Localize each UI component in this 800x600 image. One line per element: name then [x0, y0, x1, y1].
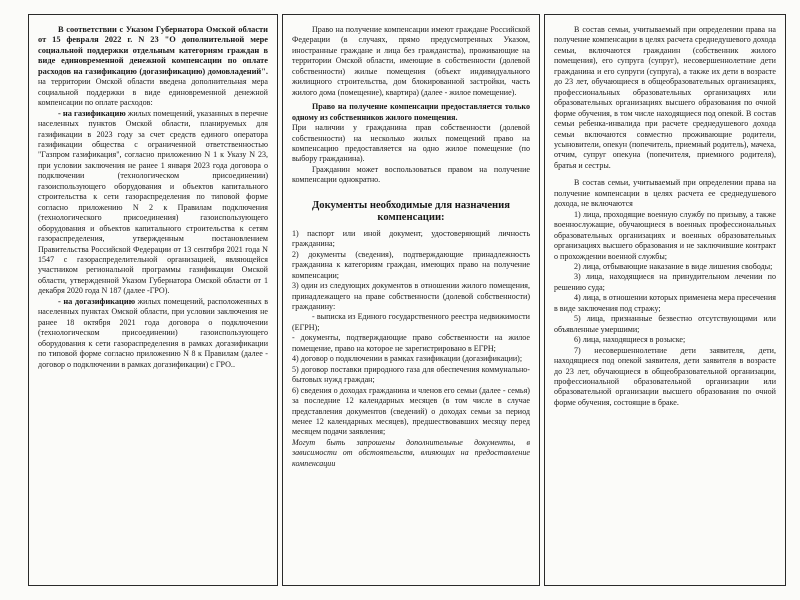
additional-gasification-text: жилых помещений, расположенных в населенных пунктах Омской области, при условии заключения не ранее 18 октября 2021 года договора о подключении (технологическом присоединении) газоиспользующего оборудования к сети газораспределения в рамках догазификации по типовой форме согласно приложению N 8 к Правилам (далее - договор о подключении в рамках догазификации) с ГРО.. — [38, 296, 268, 369]
column-gasification-info — [28, 14, 278, 586]
eligibility-paragraph: Право на получение компенсации имеют граждане Российской Федерации (в случаях, прямо предусмотренных Указом, иностранные граждане и лица без гражданства), проживающие на территории Омской области, имеющие в собственности (долевой собственности) жилые помещения (объект индивидуального жилищного строительства, дом блокированной застройки, часть жилого дома (помещение), квартира) (далее - жилое помещение). — [292, 25, 530, 97]
document-item: 1) паспорт или иной документ, удостоверяющий личность гражданина; — [292, 228, 530, 249]
excluded-item: 6) лица, находящиеся в розыске; — [574, 335, 686, 345]
document-item: 4) договор о подключении в рамках газификации (догазификации); — [292, 354, 523, 364]
additional-documents-note — [292, 438, 530, 469]
excluded-item: 2) лица, отбывающие наказание в виде лишения свободы; — [574, 261, 773, 271]
single-owner-text: Право на получение компенсации предоставляется только одному из собственников жилого помещения. — [292, 102, 530, 122]
document-item: - документы, подтверждающие право собственности на жилое помещение, право на которое не зарегистрировано в ЕГРН; — [292, 333, 530, 353]
documents-heading: Документы необходимые для назначения компенсации: — [312, 199, 510, 224]
one-time-paragraph: Гражданин может воспользоваться правом на получение компенсации однократно. — [292, 164, 530, 185]
note-text: Могут быть запрошены дополнительные документы, в зависимости от обстоятельств, влияющих на предоставление компенсации — [292, 437, 530, 468]
family-excluded-paragraph: В состав семьи, учитываемый при определении права на получение компенсации в целях расчета ее среднедушевого дохода, не включаются — [554, 178, 776, 209]
single-owner-paragraph — [292, 102, 530, 123]
document-item: 3) один из следующих документов в отношении жилого помещения, принадлежащего на праве собственности (долевой собственности) гражданину: — [292, 281, 530, 311]
excluded-item: 7) несовершеннолетние дети заявителя, дети, находящиеся под опекой заявителя, дети заявителя в возрасте до 23 лет, обучающиеся в общеобразовательной организации, профессиональной образовательной организации или образовательной организации высшего образования по очной форме обучения, состоящие в браке. — [554, 345, 776, 407]
document-item: 5) договор поставки природного газа для обеспечения коммунально-бытовых нужд граждан; — [292, 364, 530, 385]
multiple-property-paragraph: При наличии у гражданина прав собственности (долевой собственности) на несколько жилых помещений право на компенсацию предоставляется на одно жилое помещение (по выбору гражданина). — [292, 123, 530, 164]
document-item: - выписка из Единого государственного реестра недвижимости (ЕГРН); — [292, 312, 530, 332]
decree-text: на территории Омской области введена дополнительная мера социальной поддержки в виде единовременной денежной компенсации по оплате расходов: — [38, 77, 268, 108]
excluded-item: 3) лица, находящиеся на принудительном лечении по решению суда; — [554, 272, 776, 292]
column-family-composition — [544, 14, 786, 586]
excluded-item: 1) лица, проходящие военную службу по призыву, а также военнослужащие, обучающиеся в военных профессиональных образовательных организациях и военных образовательных организациях высшего образования и не заключившие контракт о прохождении военной службы; — [554, 209, 776, 261]
gasification-paragraph — [38, 109, 268, 297]
additional-gasification-paragraph — [38, 297, 268, 370]
excluded-item: 4) лица, в отношении которых применена мера пресечения в виде заключения под стражу; — [554, 293, 776, 313]
column-eligibility-documents — [282, 14, 540, 586]
family-included-paragraph: В состав семьи, учитываемый при определении права на получение компенсации в целях расчета среднедушевого дохода семьи, включаются гражданин (собственник жилого помещения), его супруга (супруг), несовершеннолетние дети гражданина и его супруги (супруга), а также их дети в возрасте до 23 лет, обучающиеся в общеобразовательных организациях, профессиональных образовательных организациях или образовательных организациях высшего образования по очной форме обучения, в том числе находящиеся под опекой. В состав семьи ребенка-инвалида при расчете среднедушевого дохода семьи включаются совместно проживающие родители, усыновители, опекун (попечитель, приемный родитель), мачеха, отчим, супруг опекуна (попечителя, приемного родителя), братья и сестры. — [554, 25, 776, 170]
gasification-lead: - на газификацию — [58, 108, 126, 118]
document-item: 6) сведения о доходах гражданина и членов его семьи (далее - семья) за последние 12 календарных месяцев (в том числе в случае представления документов (сведений) о доходах семьи за период менее 12 календарных месяцев), предшествовавших месяцу перед месяцем подачи заявления; — [292, 385, 530, 437]
document-item: 2) документы (сведения), подтверждающие принадлежность гражданина к категориям граждан, имеющих право на получение компенсации; — [292, 249, 530, 280]
additional-gasification-lead: - на догазификацию — [58, 296, 136, 306]
decree-paragraph — [38, 25, 268, 109]
excluded-item: 5) лица, признанные безвестно отсутствующими или объявленные умершими; — [554, 314, 776, 334]
decree-lead: В соответствии с Указом Губернатора Омской области от 15 февраля 2022 г. N 23 "О дополнительной мере социальной поддержки отдельным категориям граждан в виде единовременной денежной компенсации по оплате расходов на газификацию (догазификацию) домовладений". — [38, 25, 268, 76]
gasification-text: жилых помещений, указанных в перечне населенных пунктов Омской области, планируемых для газификации в 2023 году за счет средств единого оператора газификации общества с ограниченной ответственностью "Газпром газификация", согласно приложению N 1 к Указу N 23, при условии заключения не ранее 1 января 2023 года договора о подключении (технологическом присоединении) газоиспользующего оборудования и объектов капитального строительства к сети газораспределения по типовой форме согласно приложению N 2 к Правилам подключения (технологического присоединения) газоиспользующего оборудования и объектов капитального строительства к сетям газораспределения, утвержденным постановлением Правительства Российской Федерации от 13 сентября 2021 года N 1547 с газораспределительной организацией, являющейся участником региональной программы газификации Омской области, утвержденной Указом Губернатора Омской области от 1 декабря 2020 года N 187 (далее -ГРО). — [38, 108, 268, 296]
